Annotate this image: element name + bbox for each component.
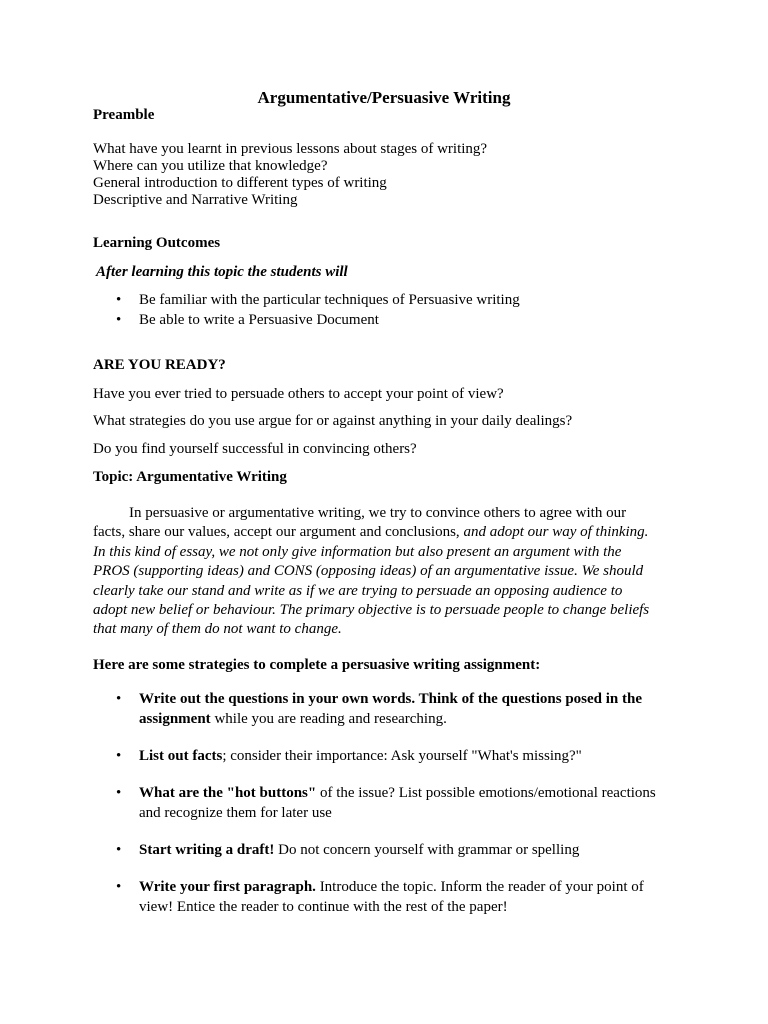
paragraph-line: In this kind of essay, we not only give information but also present an argument with the xyxy=(93,543,622,560)
paragraph-line: PROS (supporting ideas) and CONS (opposing ideas) of an argumentative issue. We should xyxy=(93,563,644,580)
topic-heading: Topic: Argumentative Writing xyxy=(93,469,287,485)
ready-question: Have you ever tried to persuade others to accept your point of view? xyxy=(93,386,504,402)
list-item-text: Be able to write a Persuasive Document xyxy=(139,312,379,328)
ready-question: What strategies do you use argue for or against anything in your daily dealings? xyxy=(93,413,573,429)
ready-question: Do you find yourself successful in convincing others? xyxy=(93,441,417,457)
topic-paragraph xyxy=(93,504,673,640)
list-item-text: Write out the questions in your own words. Think of the questions posed in the assignment while you are reading and researching. xyxy=(139,691,643,727)
bullet-icon: • xyxy=(116,842,122,858)
list-item-text: Start writing a draft! Do not concern yourself with grammar or spelling xyxy=(139,842,580,858)
list-item-text: What are the "hot buttons" of the issue? List possible emotions/emotional reactions and recognize them for later use xyxy=(139,785,656,821)
list-item-text: Be familiar with the particular techniques of Persuasive writing xyxy=(139,292,520,308)
bullet-icon: • xyxy=(116,879,122,895)
preamble-heading: Preamble xyxy=(93,107,155,123)
preamble-line: Where can you utilize that knowledge? xyxy=(93,158,328,174)
bullet-icon: • xyxy=(116,312,122,328)
paragraph-line: facts, share our values, accept our argument and conclusions, and adopt our way of thinking. xyxy=(93,524,649,541)
list-item-text: List out facts; consider their importance: Ask yourself "What's missing?" xyxy=(139,748,582,764)
bullet-icon: • xyxy=(116,785,122,801)
paragraph-line: In persuasive or argumentative writing, we try to convince others to agree with our xyxy=(129,505,627,521)
preamble-lines xyxy=(93,141,693,209)
bullet-icon: • xyxy=(116,748,122,764)
paragraph-line: adopt new belief or behaviour. The primary objective is to persuade people to change beliefs xyxy=(93,602,650,619)
bullet-icon: • xyxy=(116,691,122,707)
list-item-text: Write your first paragraph. Introduce the topic. Inform the reader of your point of view! Entice the reader to continue with the rest of the paper! xyxy=(139,879,644,915)
outcomes-heading: Learning Outcomes xyxy=(93,235,221,251)
paragraph-line: that many of them do not want to change. xyxy=(93,621,342,638)
strategies-heading: Here are some strategies to complete a persuasive writing assignment: xyxy=(93,657,541,673)
preamble-line: Descriptive and Narrative Writing xyxy=(93,192,298,208)
document-title: Argumentative/Persuasive Writing xyxy=(257,88,511,107)
outcomes-intro: After learning this topic the students will xyxy=(96,264,348,280)
bullet-icon: • xyxy=(116,292,122,308)
paragraph-line: clearly take our stand and write as if we are trying to persuade an opposing audience to xyxy=(93,582,623,599)
ready-heading: ARE YOU READY? xyxy=(93,357,226,373)
preamble-line: General introduction to different types of writing xyxy=(93,175,387,191)
preamble-line: What have you learnt in previous lessons about stages of writing? xyxy=(93,141,488,157)
